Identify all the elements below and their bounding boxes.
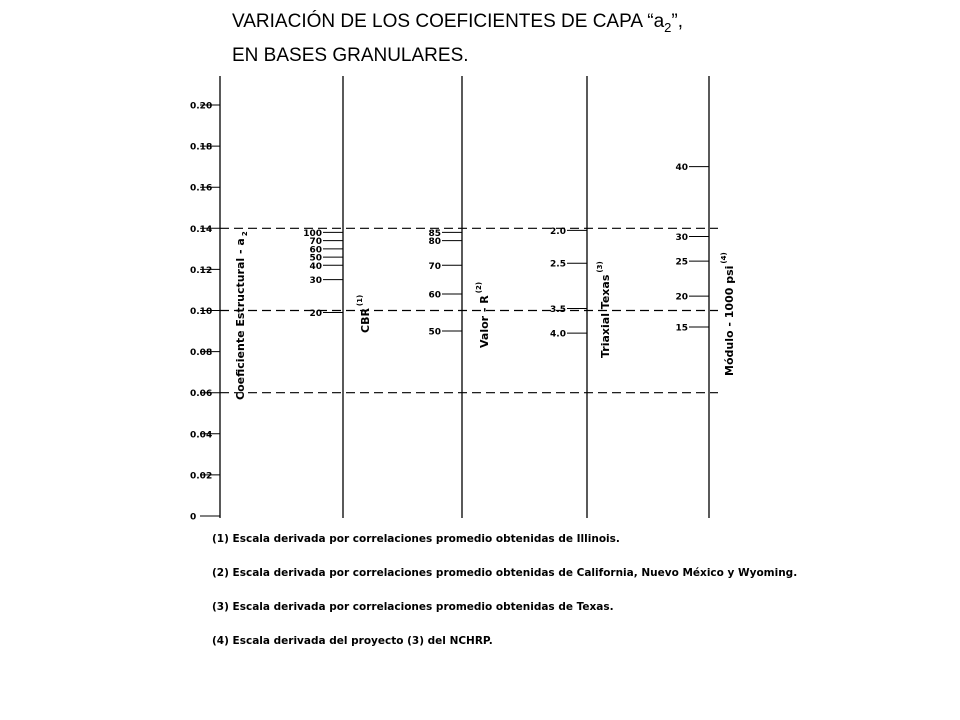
tick-label-2-1: 80 <box>428 237 441 248</box>
tick-label-4-1: 30 <box>675 233 688 244</box>
axis-name-text-0: Coeficiente Estructural - a <box>234 238 247 400</box>
axis-name-0 <box>234 231 249 400</box>
footnote-3: (3) Escala derivada por correlaciones promedio obtenidas de Texas. <box>212 601 614 613</box>
tick-label-1-1: 70 <box>309 237 322 248</box>
axis-name-1 <box>356 295 372 333</box>
tick-label-1-3: 50 <box>309 253 322 264</box>
title-line-1-text: VARIACIÓN DE LOS COEFICIENTES DE CAPA “a <box>232 11 665 32</box>
title-line-1-end: ”, <box>671 11 684 32</box>
tick-label-4-0: 40 <box>675 163 688 174</box>
title-line-2: EN BASES GRANULARES. <box>232 44 469 66</box>
tick-label-3-1: 2.5 <box>550 259 566 270</box>
tick-label-4-3: 20 <box>675 292 688 303</box>
tick-label-1-2: 60 <box>309 245 322 256</box>
tick-label-0-9: 0.02 <box>190 471 213 482</box>
tick-label-0-8: 0.04 <box>190 430 213 441</box>
axis-note-ref-2: (2) <box>475 281 483 294</box>
tick-label-0-6: 0.08 <box>190 348 213 359</box>
footnote-2: (2) Escala derivada por correlaciones promedio obtenidas de California, Nuevo México y Wyoming. <box>212 567 798 579</box>
axis-name-text-1: CBR <box>359 308 372 333</box>
tick-label-2-2: 70 <box>428 261 441 272</box>
tick-label-4-2: 25 <box>675 257 688 268</box>
axis-name-3 <box>596 261 612 358</box>
axis-name-subscript-0: 2 <box>241 231 249 237</box>
footnote-4: (4) Escala derivada del proyecto (3) del NCHRP. <box>212 635 493 647</box>
axis-name-text-3: Triaxial Texas <box>599 274 612 358</box>
tick-label-0-10: 0 <box>190 512 197 523</box>
tick-label-0-7: 0.06 <box>190 389 213 400</box>
tick-label-1-4: 40 <box>309 261 322 272</box>
tick-label-0-3: 0.14 <box>190 224 213 235</box>
axis-name-4 <box>720 252 736 376</box>
axis-name-text-2: Valor - R <box>478 295 491 348</box>
tick-label-0-2: 0.16 <box>190 183 213 194</box>
tick-label-1-6: 20 <box>309 309 322 320</box>
axis-name-text-4: Módulo - 1000 psi <box>723 265 736 376</box>
tick-label-0-4: 0.12 <box>190 265 213 276</box>
tick-label-2-0: 85 <box>428 228 441 239</box>
tick-label-2-4: 50 <box>428 327 441 338</box>
axis-note-ref-1: (1) <box>356 294 364 307</box>
tick-label-0-0: 0.20 <box>190 101 213 112</box>
tick-label-0-1: 0.18 <box>190 142 213 153</box>
tick-label-0-5: 0.10 <box>190 307 213 317</box>
axis-note-ref-3: (3) <box>596 261 604 273</box>
tick-label-1-0: 100 <box>303 228 322 239</box>
axis-name-2 <box>475 282 491 348</box>
tick-label-3-3: 4.0 <box>550 329 566 340</box>
tick-label-3-2: 3.5 <box>550 304 566 315</box>
footnote-1: (1) Escala derivada por correlaciones promedio obtenidas de Illinois. <box>212 533 620 545</box>
title-subscript: 2 <box>664 19 672 35</box>
axis-note-ref-4: (4) <box>720 252 728 264</box>
tick-label-1-5: 30 <box>309 276 322 287</box>
tick-label-4-4: 15 <box>675 323 688 334</box>
tick-label-2-3: 60 <box>428 290 441 301</box>
tick-label-3-0: 2.0 <box>550 226 566 237</box>
